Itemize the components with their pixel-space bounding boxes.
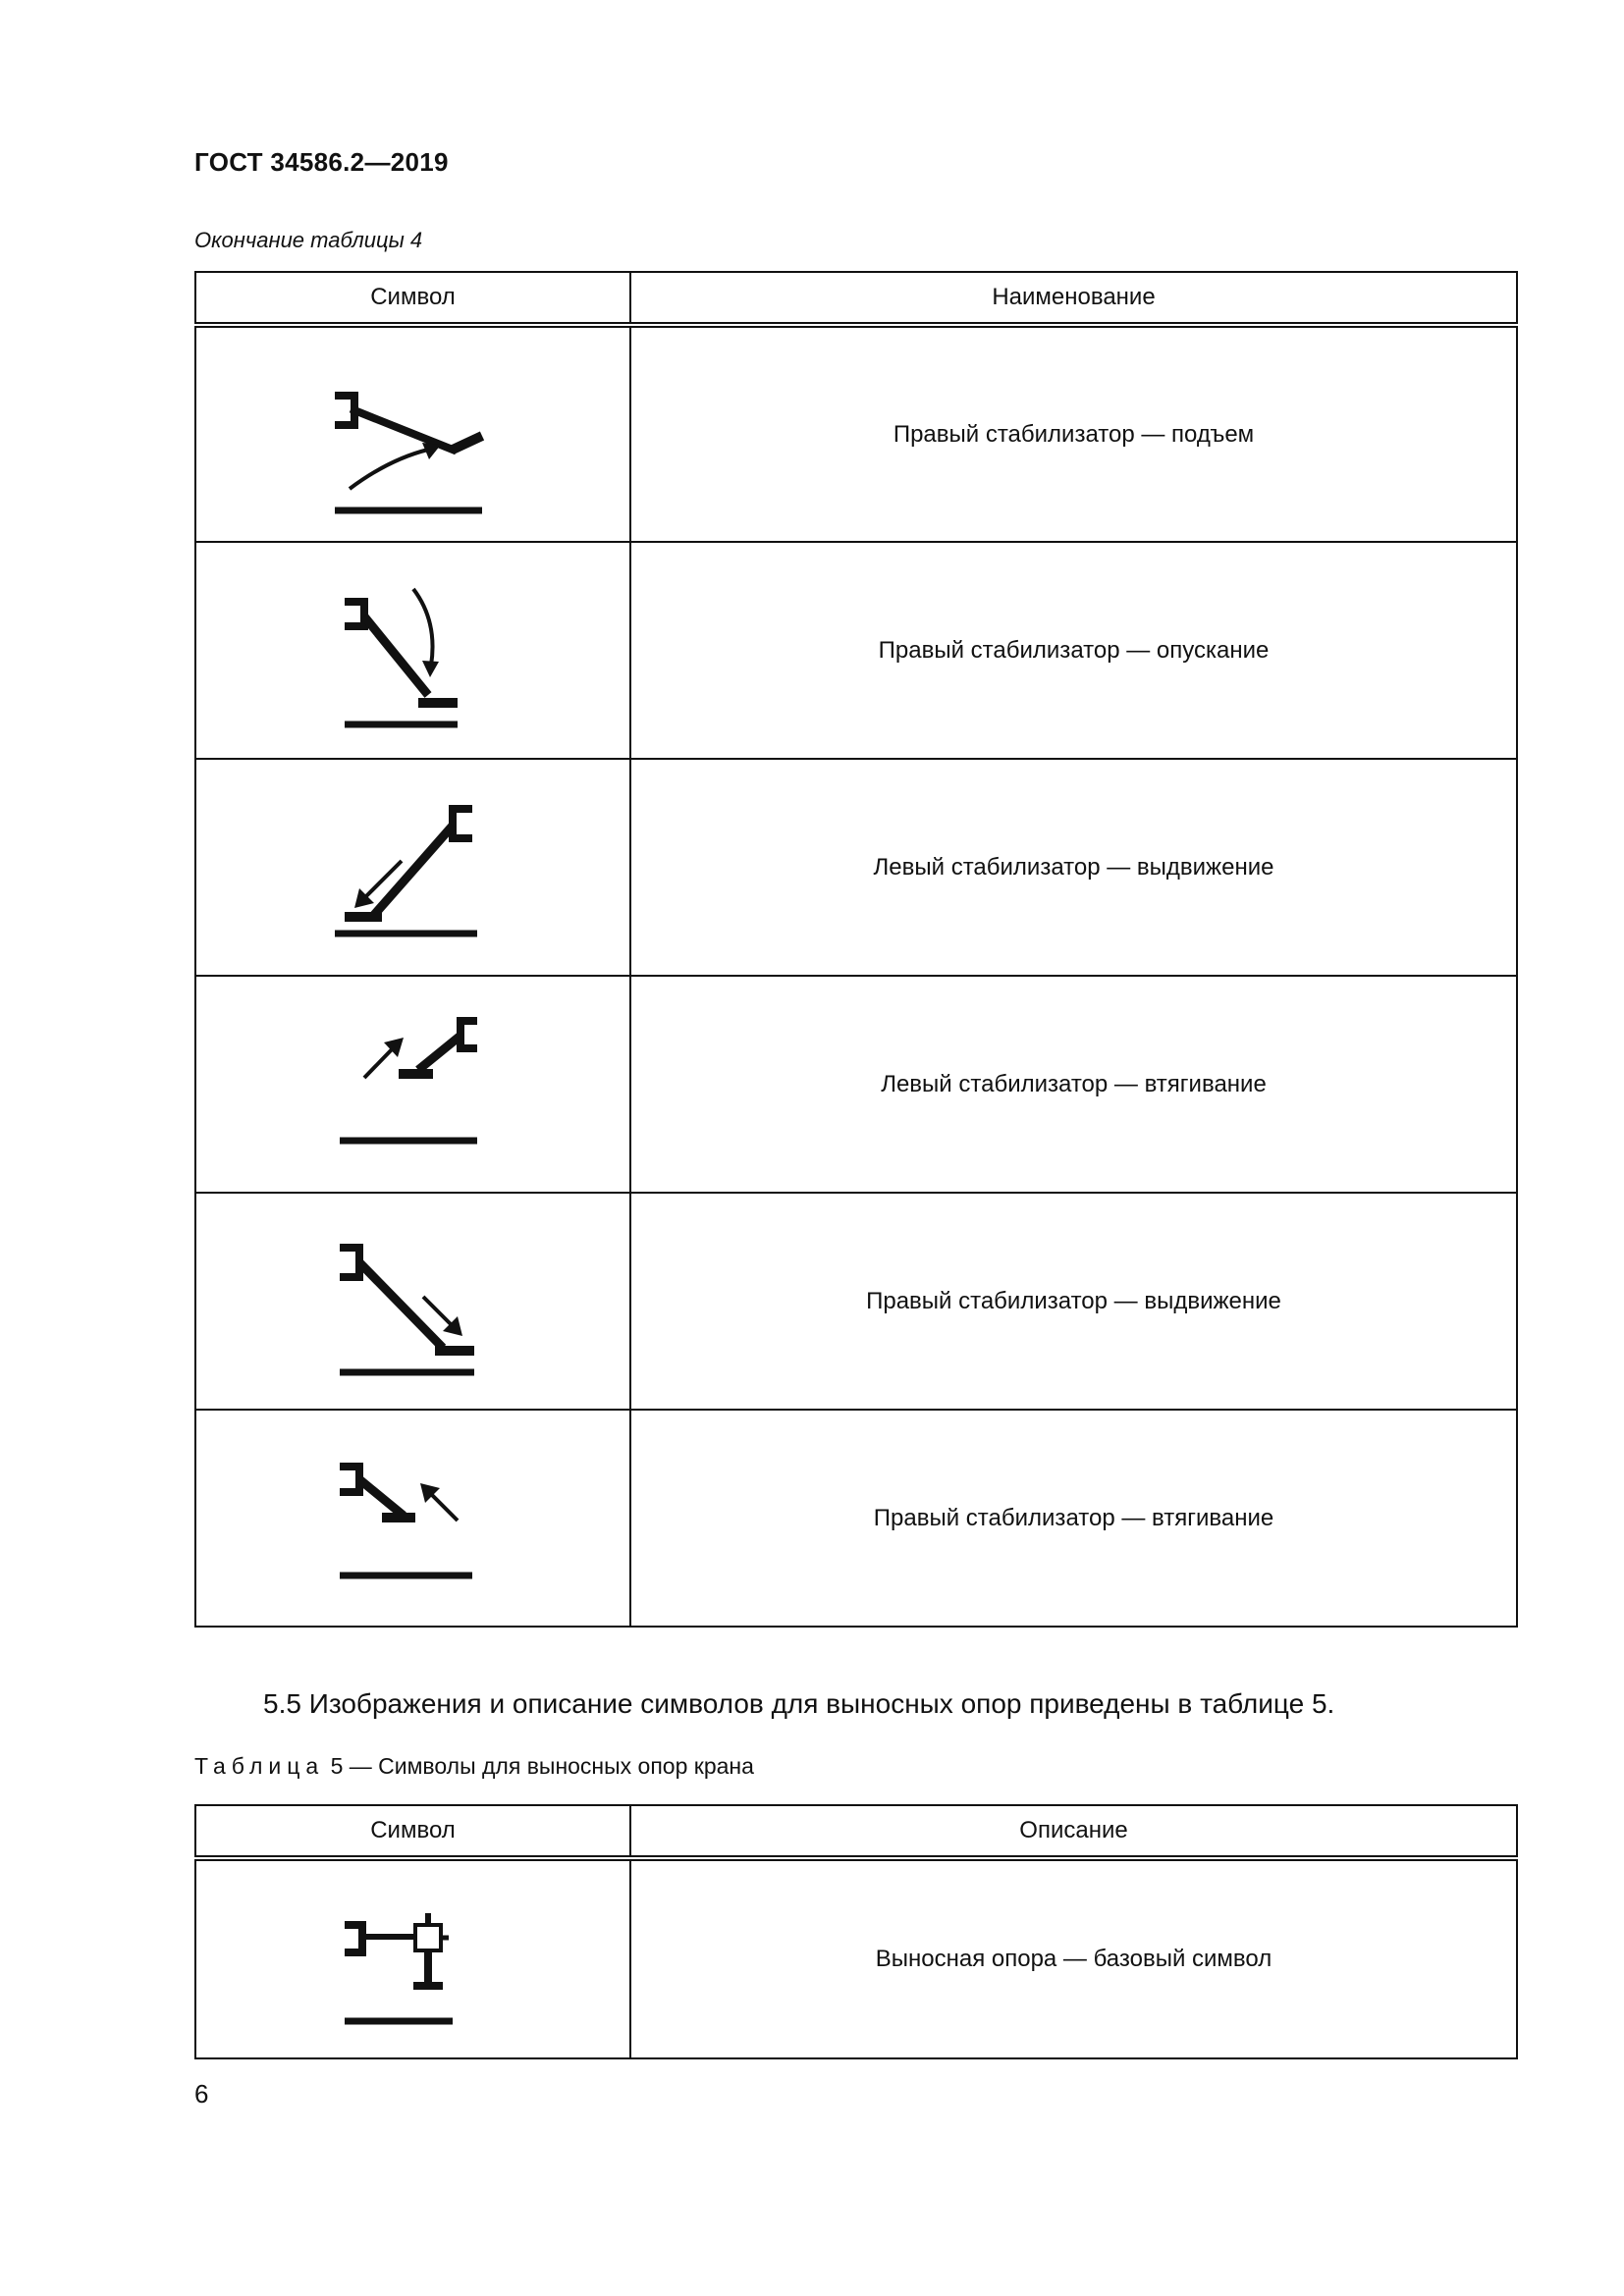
column-header-name: Наименование xyxy=(630,272,1517,325)
table-row xyxy=(195,1858,1517,2058)
table-5-caption-text: 5 — Символы для выносных опор крана xyxy=(324,1753,754,1779)
table-5-header-row xyxy=(195,1805,1517,1858)
column-header-description: Описание xyxy=(630,1805,1517,1858)
left-stabilizer-retract-icon xyxy=(305,1001,521,1168)
left-stabilizer-extend-icon xyxy=(305,784,521,951)
table-5-caption-label: Таблица xyxy=(194,1753,325,1779)
right-stabilizer-extend-icon xyxy=(305,1218,521,1385)
symbol-cell xyxy=(195,542,630,759)
table-row xyxy=(195,325,1517,542)
symbol-name: Правый стабилизатор — опускание xyxy=(630,542,1517,759)
table-row xyxy=(195,1410,1517,1627)
symbol-cell xyxy=(195,759,630,976)
right-stabilizer-lower-icon xyxy=(305,567,521,734)
symbol-cell xyxy=(195,976,630,1193)
page-number: 6 xyxy=(194,2079,209,2109)
table-4-header-row xyxy=(195,272,1517,325)
symbol-cell xyxy=(195,1858,630,2058)
outrigger-base-icon xyxy=(305,1876,521,2043)
table-row xyxy=(195,1193,1517,1410)
symbol-cell xyxy=(195,325,630,542)
symbol-name: Правый стабилизатор — втягивание xyxy=(630,1410,1517,1627)
column-header-symbol: Символ xyxy=(195,272,630,325)
right-stabilizer-raise-icon xyxy=(305,351,521,518)
table-5-caption xyxy=(194,1753,754,1780)
symbol-cell xyxy=(195,1410,630,1627)
table-5 xyxy=(194,1804,1518,2059)
document-header: ГОСТ 34586.2—2019 xyxy=(194,147,449,177)
symbol-description: Выносная опора — базовый символ xyxy=(630,1858,1517,2058)
table-4 xyxy=(194,271,1518,1628)
column-header-symbol: Символ xyxy=(195,1805,630,1858)
symbol-name: Правый стабилизатор — подъем xyxy=(630,325,1517,542)
symbol-name: Левый стабилизатор — втягивание xyxy=(630,976,1517,1193)
symbol-name: Правый стабилизатор — выдвижение xyxy=(630,1193,1517,1410)
table-row xyxy=(195,976,1517,1193)
section-paragraph: 5.5 Изображения и описание символов для выносных опор приведены в таблице 5. xyxy=(263,1688,1335,1719)
table-row xyxy=(195,759,1517,976)
table-row xyxy=(195,542,1517,759)
symbol-cell xyxy=(195,1193,630,1410)
symbol-name: Левый стабилизатор — выдвижение xyxy=(630,759,1517,976)
right-stabilizer-retract-icon xyxy=(305,1435,521,1602)
table-4-continuation-caption: Окончание таблицы 4 xyxy=(194,228,423,252)
